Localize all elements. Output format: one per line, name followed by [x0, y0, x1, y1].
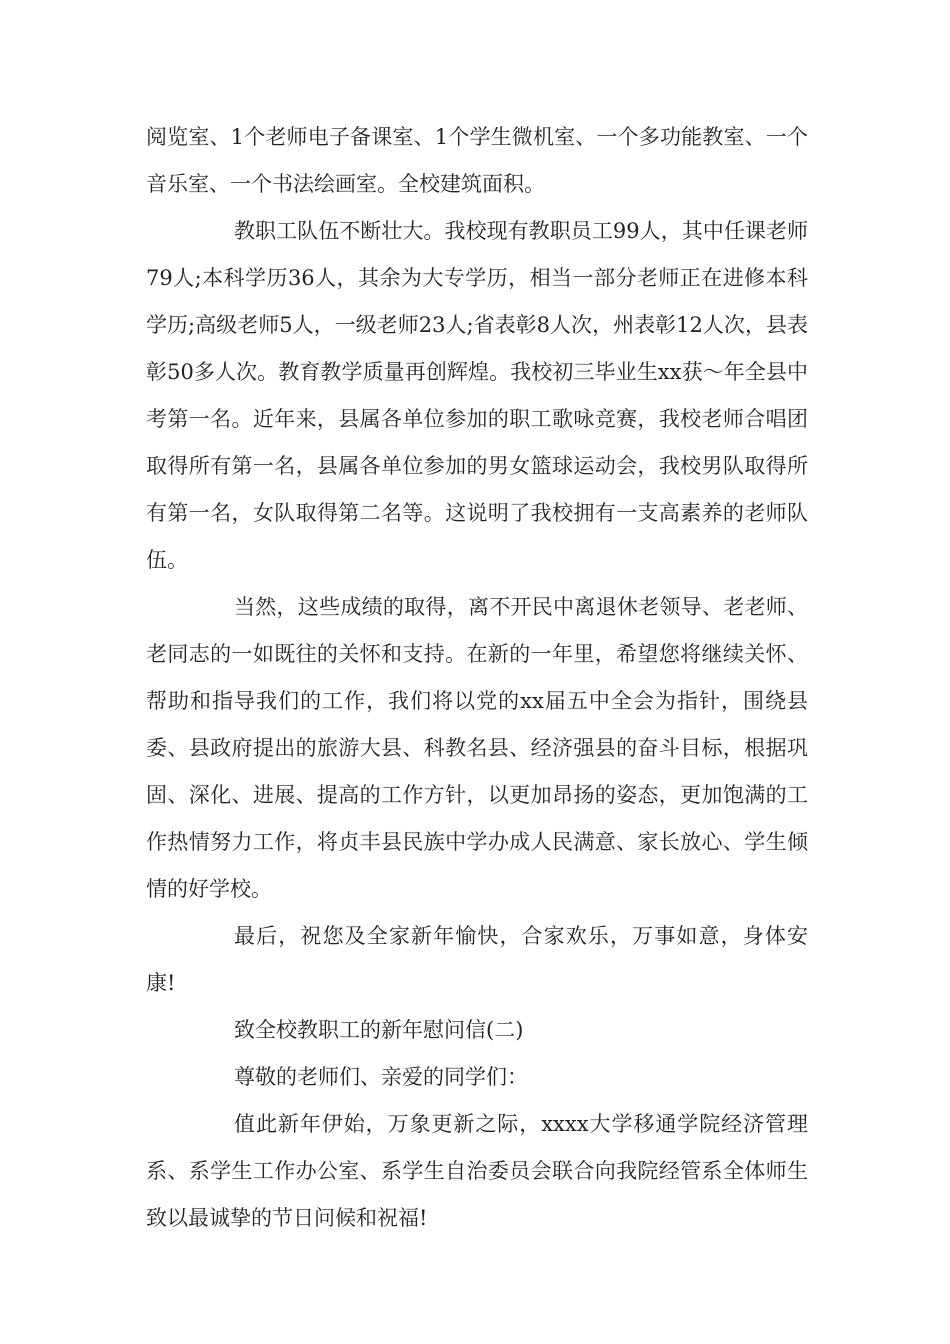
- paragraph-staff-growth: 教职工队伍不断壮大。我校现有教职员工99人，其中任课老师79人;本科学历36人，其余为大专学历，相当一部分老师正在进修本科学历;高级老师5人，一级老师23人;省表彰8人次，州表彰12人次，县表彰50多人次。教育教学质量再创辉煌。我校初三毕业生xx获～年全县中考第一名。近年来，县属各单位参加的职工歌咏竞赛，我校老师合唱团取得所有第一名，县属各单位参加的男女篮球运动会，我校男队取得所有第一名，女队取得第二名等。这说明了我校拥有一支高素养的老师队伍。: [146, 219, 808, 572]
- paragraph-letter-opening: 值此新年伊始，万象更新之际，xxxx大学移通学院经济管理系、系学生工作办公室、系学生自治委员会联合向我院经管系全体师生致以最诚挚的节日问候和祝福!: [146, 1112, 808, 1230]
- paragraph-closing-wishes: 最后，祝您及全家新年愉快，合家欢乐，万事如意，身体安康!: [146, 924, 808, 995]
- letter-title: 致全校教职工的新年慰问信(二): [234, 1018, 524, 1042]
- salutation: 尊敬的老师们、亲爱的同学们：: [234, 1065, 528, 1089]
- paragraph-facilities: 阅览室、1个老师电子备课室、1个学生微机室、一个多功能教室、一个音乐室、一个书法绘画室。全校建筑面积。: [146, 125, 808, 196]
- document-body: [146, 114, 808, 1242]
- paragraph-gratitude: 当然，这些成绩的取得，离不开民中离退休老领导、老老师、老同志的一如既往的关怀和支持。在新的一年里，希望您将继续关怀、帮助和指导我们的工作，我们将以党的xx届五中全会为指针，围绕县委、县政府提出的旅游大县、科教名县、经济强县的奋斗目标，根据巩固、深化、进展、提高的工作方针，以更加昂扬的姿态，更加饱满的工作热情努力工作，将贞丰县民族中学办成人民满意、家长放心、学生倾情的好学校。: [146, 595, 808, 901]
